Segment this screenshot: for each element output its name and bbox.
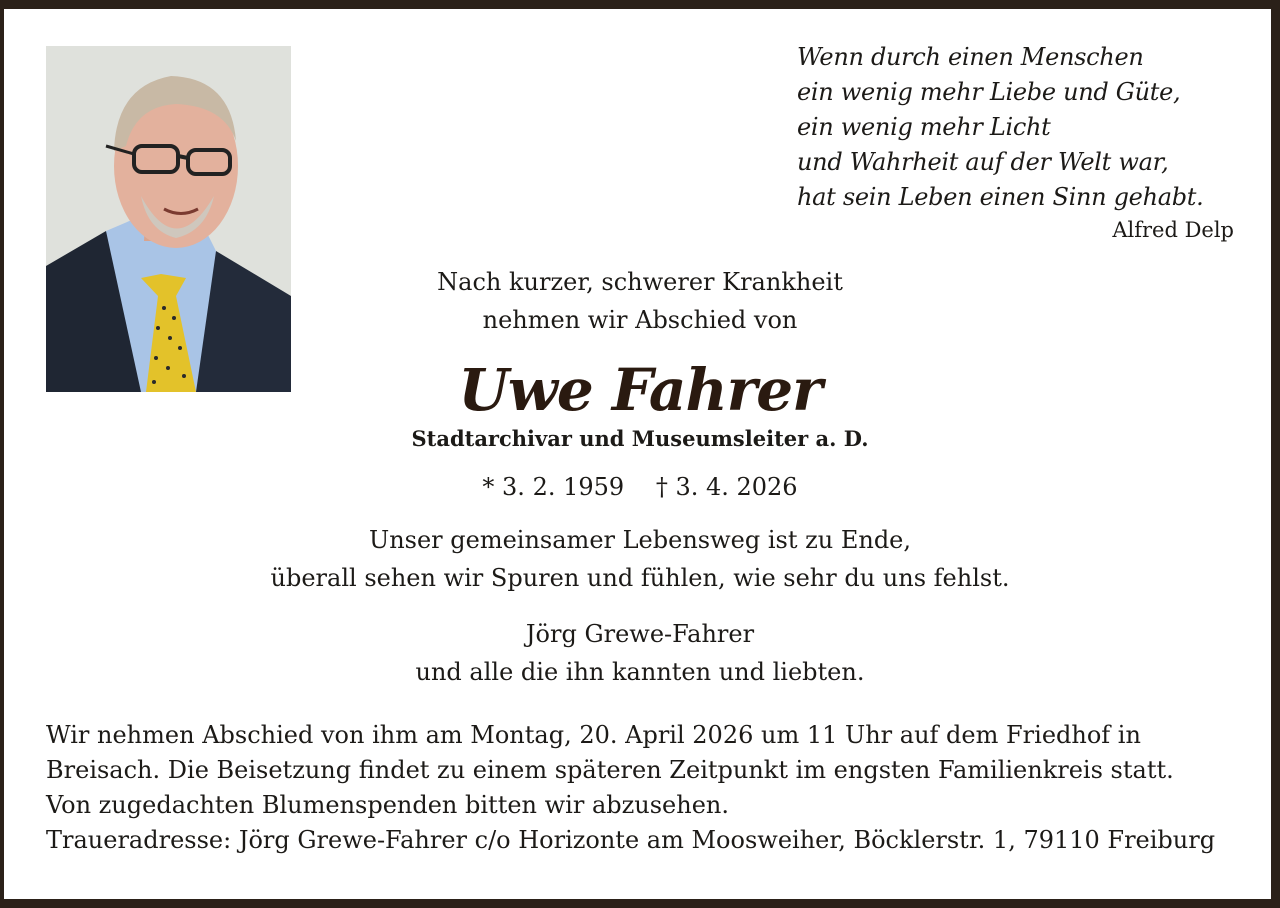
details-line: Breisach. Die Beisetzung findet zu einem späteren Zeitpunkt im engsten Familienkreis statt. [46,756,1174,784]
quote-line: ein wenig mehr Licht [797,113,1051,141]
quote-line: hat sein Leben einen Sinn gehabt. [797,183,1204,211]
quote-author: Alfred Delp [1112,218,1234,242]
deceased-name: Uwe Fahrer [458,356,822,424]
verse-text [0,521,1280,597]
mourners-line: und alle die ihn kannten und liebten. [415,658,865,686]
mourners-text [0,615,1280,691]
mourning-address: Traueradresse: Jörg Grewe-Fahrer c/o Horizonte am Moosweiher, Böcklerstr. 1, 79110 Freiburg [46,826,1216,854]
verse-line: Unser gemeinsamer Lebensweg ist zu Ende, [368,526,912,554]
quote-line: ein wenig mehr Liebe und Güte, [797,78,1181,106]
birth-date: * 3. 2. 1959 [482,473,625,501]
mourner-name: Jörg Grewe-Fahrer [525,620,755,648]
intro-line: Nach kurzer, schwerer Krankheit [437,268,843,296]
details-line: Von zugedachten Blumenspenden bitten wir abzusehen. [46,791,729,819]
quote-line: Wenn durch einen Menschen [797,43,1144,71]
intro-text [0,263,1280,339]
intro-line: nehmen wir Abschied von [482,306,798,334]
quote-line: und Wahrheit auf der Welt war, [797,148,1169,176]
life-dates [0,473,1280,501]
portrait-photo [46,46,291,392]
service-details [46,718,1215,858]
deceased-title: Stadtarchivar und Museumsleiter a. D. [411,426,869,451]
quote-block [797,40,1203,215]
details-line: Wir nehmen Abschied von ihm am Montag, 20. April 2026 um 11 Uhr auf dem Friedhof in [46,721,1141,749]
portrait-illustration [46,46,291,392]
verse-line: überall sehen wir Spuren und fühlen, wie sehr du uns fehlst. [270,564,1010,592]
death-date: † 3. 4. 2026 [655,473,798,501]
